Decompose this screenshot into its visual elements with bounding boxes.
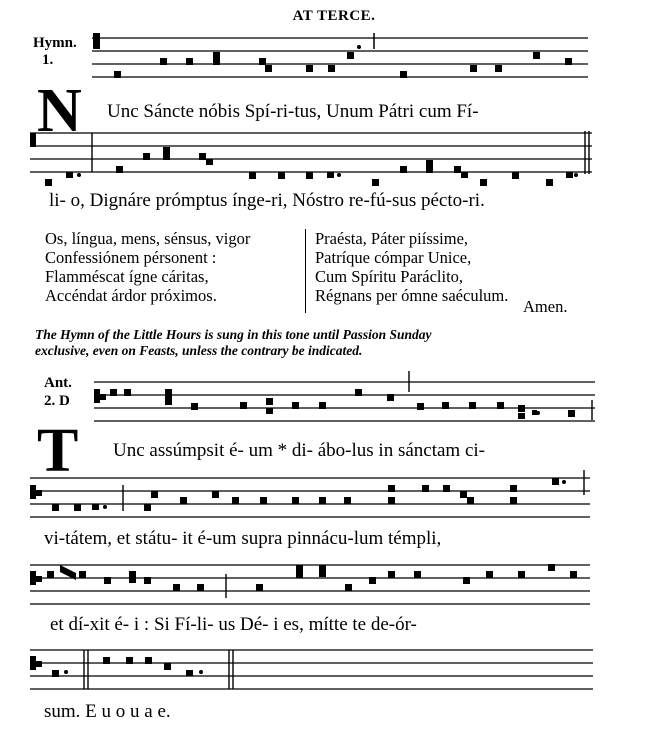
antiphon-lyric-line-1: Unc assúmpsit é- um * di- ábo-lus in sánctam ci- bbox=[113, 440, 486, 461]
stanza-2-line: Confessiónem pérsonent : bbox=[45, 248, 217, 267]
antiphon-label: Ant. bbox=[44, 375, 72, 391]
stanza-2-line: Os, língua, mens, sénsus, vigor bbox=[45, 229, 251, 248]
stanza-3-line: Cum Spíritu Paráclito, bbox=[315, 267, 464, 286]
stanza-3-line: Régnans per ómne saéculum. bbox=[315, 286, 509, 305]
stanza-2-line: Flamméscat ígne cáritas, bbox=[45, 267, 209, 286]
antiphon-lyric-line-4: sum. E u o u a e. bbox=[44, 701, 171, 722]
antiphon-initial: T bbox=[37, 417, 79, 485]
hymn-lyric-line-1: Unc Sáncte nóbis Spí-ri-tus, Unum Pátri cum Fí- bbox=[107, 101, 479, 122]
antiphon-mode: 2. D bbox=[44, 393, 70, 409]
antiphon-lyric-line-2: vi-tátem, et státu- it é-um supra pinnácu-lum témpli, bbox=[44, 528, 442, 549]
hymn-number: 1. bbox=[42, 52, 54, 68]
rubric-line: The Hymn of the Little Hours is sung in this tone until Passion Sunday bbox=[35, 327, 432, 342]
amen: Amen. bbox=[523, 297, 568, 316]
stanza-3-line: Patríque cómpar Unice, bbox=[315, 248, 472, 267]
hymn-lyric-line-2: li- o, Dignáre prómptus ínge-ri, Nóstro re-fú-sus pécto-ri. bbox=[49, 190, 485, 211]
stanza-3-line: Praésta, Páter piíssime, bbox=[315, 229, 469, 248]
rubric-line: exclusive, even on Feasts, unless the contrary be indicated. bbox=[35, 343, 363, 358]
stanza-2-line: Accéndat árdor próximos. bbox=[45, 286, 217, 305]
hymn-label: Hymn. bbox=[33, 35, 77, 51]
office-heading: AT TERCE. bbox=[292, 8, 376, 24]
hymn-initial: N bbox=[37, 77, 82, 145]
antiphon-lyric-line-3: et dí-xit é- i : Si Fí-li- us Dé- i es, mítte te de-ór- bbox=[50, 614, 417, 635]
